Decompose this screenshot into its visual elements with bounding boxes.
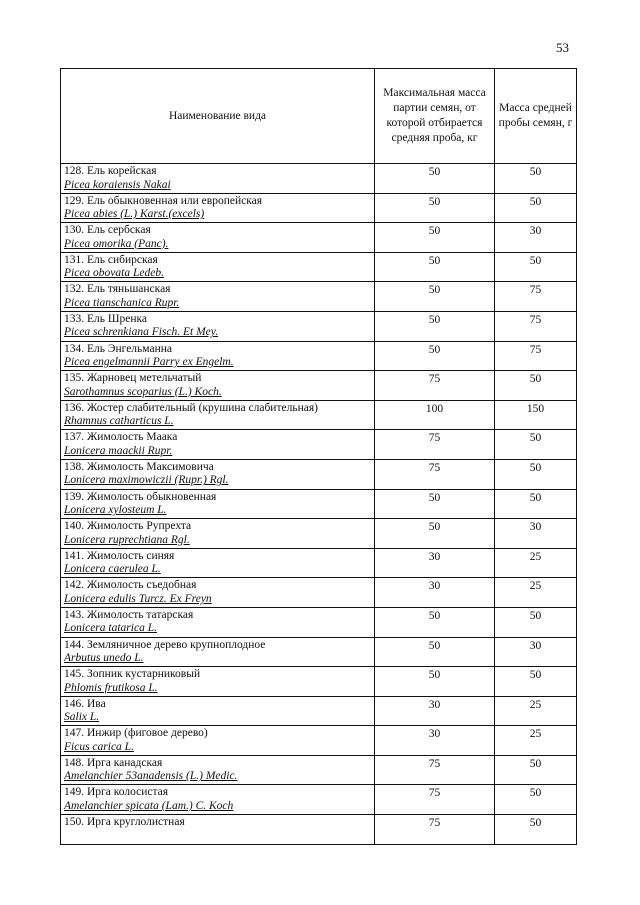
species-latin-name: Lonicera edulis Turcz. Ex Freyn: [64, 592, 212, 605]
species-name-cell: [61, 371, 375, 401]
species-name-cell: [61, 400, 375, 430]
table-row: [61, 815, 577, 845]
page-number: 53: [556, 40, 569, 55]
sample-mass-cell: 50: [495, 193, 577, 223]
table-row: [61, 755, 577, 785]
species-common-name: 147. Инжир (фиговое дерево): [64, 727, 208, 740]
max-batch-mass-cell: 75: [375, 430, 495, 460]
species-common-name: 134. Ель Энгельманна: [64, 342, 172, 355]
table-row: [61, 341, 577, 371]
table-row: [61, 459, 577, 489]
max-batch-mass-cell: 50: [375, 193, 495, 223]
max-batch-mass-cell: 50: [375, 223, 495, 253]
max-batch-mass-cell: 50: [375, 341, 495, 371]
species-name-cell: [61, 696, 375, 726]
species-name-cell: [61, 311, 375, 341]
species-name-cell: [61, 607, 375, 637]
species-common-name: 128. Ель корейская: [64, 165, 157, 177]
max-batch-mass-cell: 50: [375, 252, 495, 282]
species-name-cell: [61, 252, 375, 282]
species-latin-name: Lonicera caerulea L.: [64, 563, 161, 576]
table-row: [61, 400, 577, 430]
max-batch-mass-cell: 50: [375, 311, 495, 341]
table-row: [61, 548, 577, 578]
sample-mass-cell: 50: [495, 459, 577, 489]
max-batch-mass-cell: 30: [375, 578, 495, 608]
species-name-cell: [61, 785, 375, 815]
max-batch-mass-cell: 30: [375, 548, 495, 578]
table-row: [61, 578, 577, 608]
species-latin-name: Amelanchier 53anadensis (L.) Medic.: [64, 770, 238, 783]
sample-mass-cell: 50: [495, 785, 577, 815]
species-latin-name: Ficus carica L.: [64, 740, 134, 753]
sample-mass-cell: 30: [495, 519, 577, 549]
table-header-row: [61, 69, 577, 164]
species-common-name: 148. Ирга канадская: [64, 756, 163, 769]
species-common-name: 137. Жимолость Маака: [64, 431, 178, 444]
species-common-name: 130. Ель сербская: [64, 224, 151, 237]
species-common-name: 149. Ирга колосистая: [64, 786, 169, 799]
table-row: [61, 726, 577, 756]
species-name-cell: [61, 164, 375, 194]
sample-mass-cell: 50: [495, 371, 577, 401]
species-name-cell: [61, 667, 375, 697]
header-max-batch-mass: Максимальная масса партии семян, от которой отбирается средняя проба, кг: [375, 69, 495, 164]
species-name-cell: [61, 341, 375, 371]
table-row: [61, 607, 577, 637]
species-common-name: 143. Жимолость татарская: [64, 608, 194, 621]
species-common-name: 140. Жимолость Рупрехта: [64, 520, 192, 533]
table-row: [61, 489, 577, 519]
species-latin-name: Phlomis frutikosa L.: [64, 681, 158, 694]
table-row: [61, 311, 577, 341]
species-latin-name: Picea schrenkiana Fisch. Et Mey.: [64, 326, 219, 339]
species-latin-name: Lonicera ruprechtiana Rgl.: [64, 533, 190, 546]
sample-mass-cell: 75: [495, 341, 577, 371]
species-latin-name: Picea obovata Ledeb.: [64, 267, 164, 280]
species-latin-name: Lonicera tatarica L.: [64, 622, 157, 635]
species-latin-name: Picea engelmannii Parry ex Engelm.: [64, 356, 234, 369]
species-name-cell: [61, 489, 375, 519]
sample-mass-cell: 50: [495, 815, 577, 845]
species-common-name: 129. Ель обыкновенная или европейская: [64, 194, 263, 207]
sample-mass-cell: 25: [495, 548, 577, 578]
species-latin-name: Arbutus unedo L.: [64, 652, 144, 664]
species-name-cell: [61, 519, 375, 549]
max-batch-mass-cell: 75: [375, 755, 495, 785]
max-batch-mass-cell: 50: [375, 489, 495, 519]
species-common-name: 136. Жостер слабительный (крушина слабительная): [64, 401, 318, 414]
species-name-cell: [61, 578, 375, 608]
species-common-name: 132. Ель тяньшанская: [64, 283, 171, 296]
species-latin-name: Lonicera maackii Rupr.: [64, 444, 173, 457]
species-name-cell: [61, 459, 375, 489]
table-body: [61, 164, 577, 845]
max-batch-mass-cell: 50: [375, 607, 495, 637]
max-batch-mass-cell: 75: [375, 459, 495, 489]
max-batch-mass-cell: 50: [375, 164, 495, 194]
species-common-name: 135. Жарновец метельчатый: [64, 372, 202, 385]
sample-mass-cell: 75: [495, 311, 577, 341]
table-row: [61, 785, 577, 815]
sample-mass-cell: 25: [495, 696, 577, 726]
species-name-cell: [61, 637, 375, 667]
max-batch-mass-cell: 100: [375, 400, 495, 430]
species-name-cell: [61, 282, 375, 312]
sample-mass-cell: 50: [495, 252, 577, 282]
max-batch-mass-cell: 50: [375, 637, 495, 667]
sample-mass-cell: 30: [495, 637, 577, 667]
table-row: [61, 430, 577, 460]
species-latin-name: Lonicera maximowiczii (Rupr.) Rgl.: [64, 474, 229, 487]
sample-mass-cell: 25: [495, 726, 577, 756]
table-row: [61, 519, 577, 549]
sample-mass-cell: 30: [495, 223, 577, 253]
species-name-cell: [61, 726, 375, 756]
max-batch-mass-cell: 75: [375, 785, 495, 815]
sample-mass-cell: 50: [495, 164, 577, 194]
max-batch-mass-cell: 75: [375, 815, 495, 845]
species-latin-name: Picea omorika (Panc).: [64, 237, 169, 250]
table-row: [61, 164, 577, 194]
species-common-name: 133. Ель Шренка: [64, 312, 148, 325]
species-latin-name: Picea koraiensis Nakai: [64, 178, 171, 191]
species-common-name: 139. Жимолость обыкновенная: [64, 490, 217, 503]
table-row: [61, 667, 577, 697]
seed-sampling-table: [60, 68, 577, 845]
species-latin-name: Picea abies (L.) Karst.(excels): [64, 208, 205, 221]
sample-mass-cell: 50: [495, 489, 577, 519]
species-latin-name: Sarothamnus scoparius (L.) Koch.: [64, 385, 222, 398]
max-batch-mass-cell: 50: [375, 667, 495, 697]
species-latin-name: Amelanchier spicata (Lam.) C. Koch: [64, 799, 234, 812]
table-row: [61, 223, 577, 253]
max-batch-mass-cell: 30: [375, 726, 495, 756]
table-row: [61, 371, 577, 401]
sample-mass-cell: 25: [495, 578, 577, 608]
header-sample-mass: Масса средней пробы семян, г: [495, 69, 577, 164]
sample-mass-cell: 150: [495, 400, 577, 430]
species-latin-name: Rhamnus catharticus L.: [64, 415, 174, 428]
sample-mass-cell: 50: [495, 667, 577, 697]
sample-mass-cell: 50: [495, 607, 577, 637]
species-common-name: 138. Жимолость Максимовича: [64, 460, 214, 473]
table-row: [61, 282, 577, 312]
table-row: [61, 696, 577, 726]
species-latin-name: Picea tianschanica Rupr.: [64, 296, 180, 309]
species-common-name: 141. Жимолость синяя: [64, 549, 175, 562]
species-name-cell: [61, 223, 375, 253]
species-common-name: 145. Зопник кустарниковый: [64, 668, 201, 681]
species-latin-name: Lonicera xylosteum L.: [64, 504, 167, 517]
header-species-name: Наименование вида: [61, 69, 375, 164]
sample-mass-cell: 50: [495, 430, 577, 460]
species-common-name: 144. Земляничное дерево крупноплодное: [64, 638, 266, 651]
species-common-name: 146. Ива: [64, 697, 106, 710]
species-common-name: 150. Ирга круглолистная: [64, 816, 185, 829]
species-name-cell: [61, 548, 375, 578]
table-row: [61, 193, 577, 223]
max-batch-mass-cell: 30: [375, 696, 495, 726]
species-common-name: 142. Жимолость съедобная: [64, 579, 197, 592]
species-name-cell: [61, 430, 375, 460]
max-batch-mass-cell: 75: [375, 371, 495, 401]
species-name-cell: [61, 815, 375, 845]
sample-mass-cell: 75: [495, 282, 577, 312]
table-row: [61, 637, 577, 667]
max-batch-mass-cell: 50: [375, 282, 495, 312]
species-name-cell: [61, 755, 375, 785]
table-row: [61, 252, 577, 282]
species-common-name: 131. Ель сибирская: [64, 253, 158, 266]
sample-mass-cell: 50: [495, 755, 577, 785]
species-latin-name: Salix L.: [64, 711, 100, 724]
species-name-cell: [61, 193, 375, 223]
max-batch-mass-cell: 50: [375, 519, 495, 549]
